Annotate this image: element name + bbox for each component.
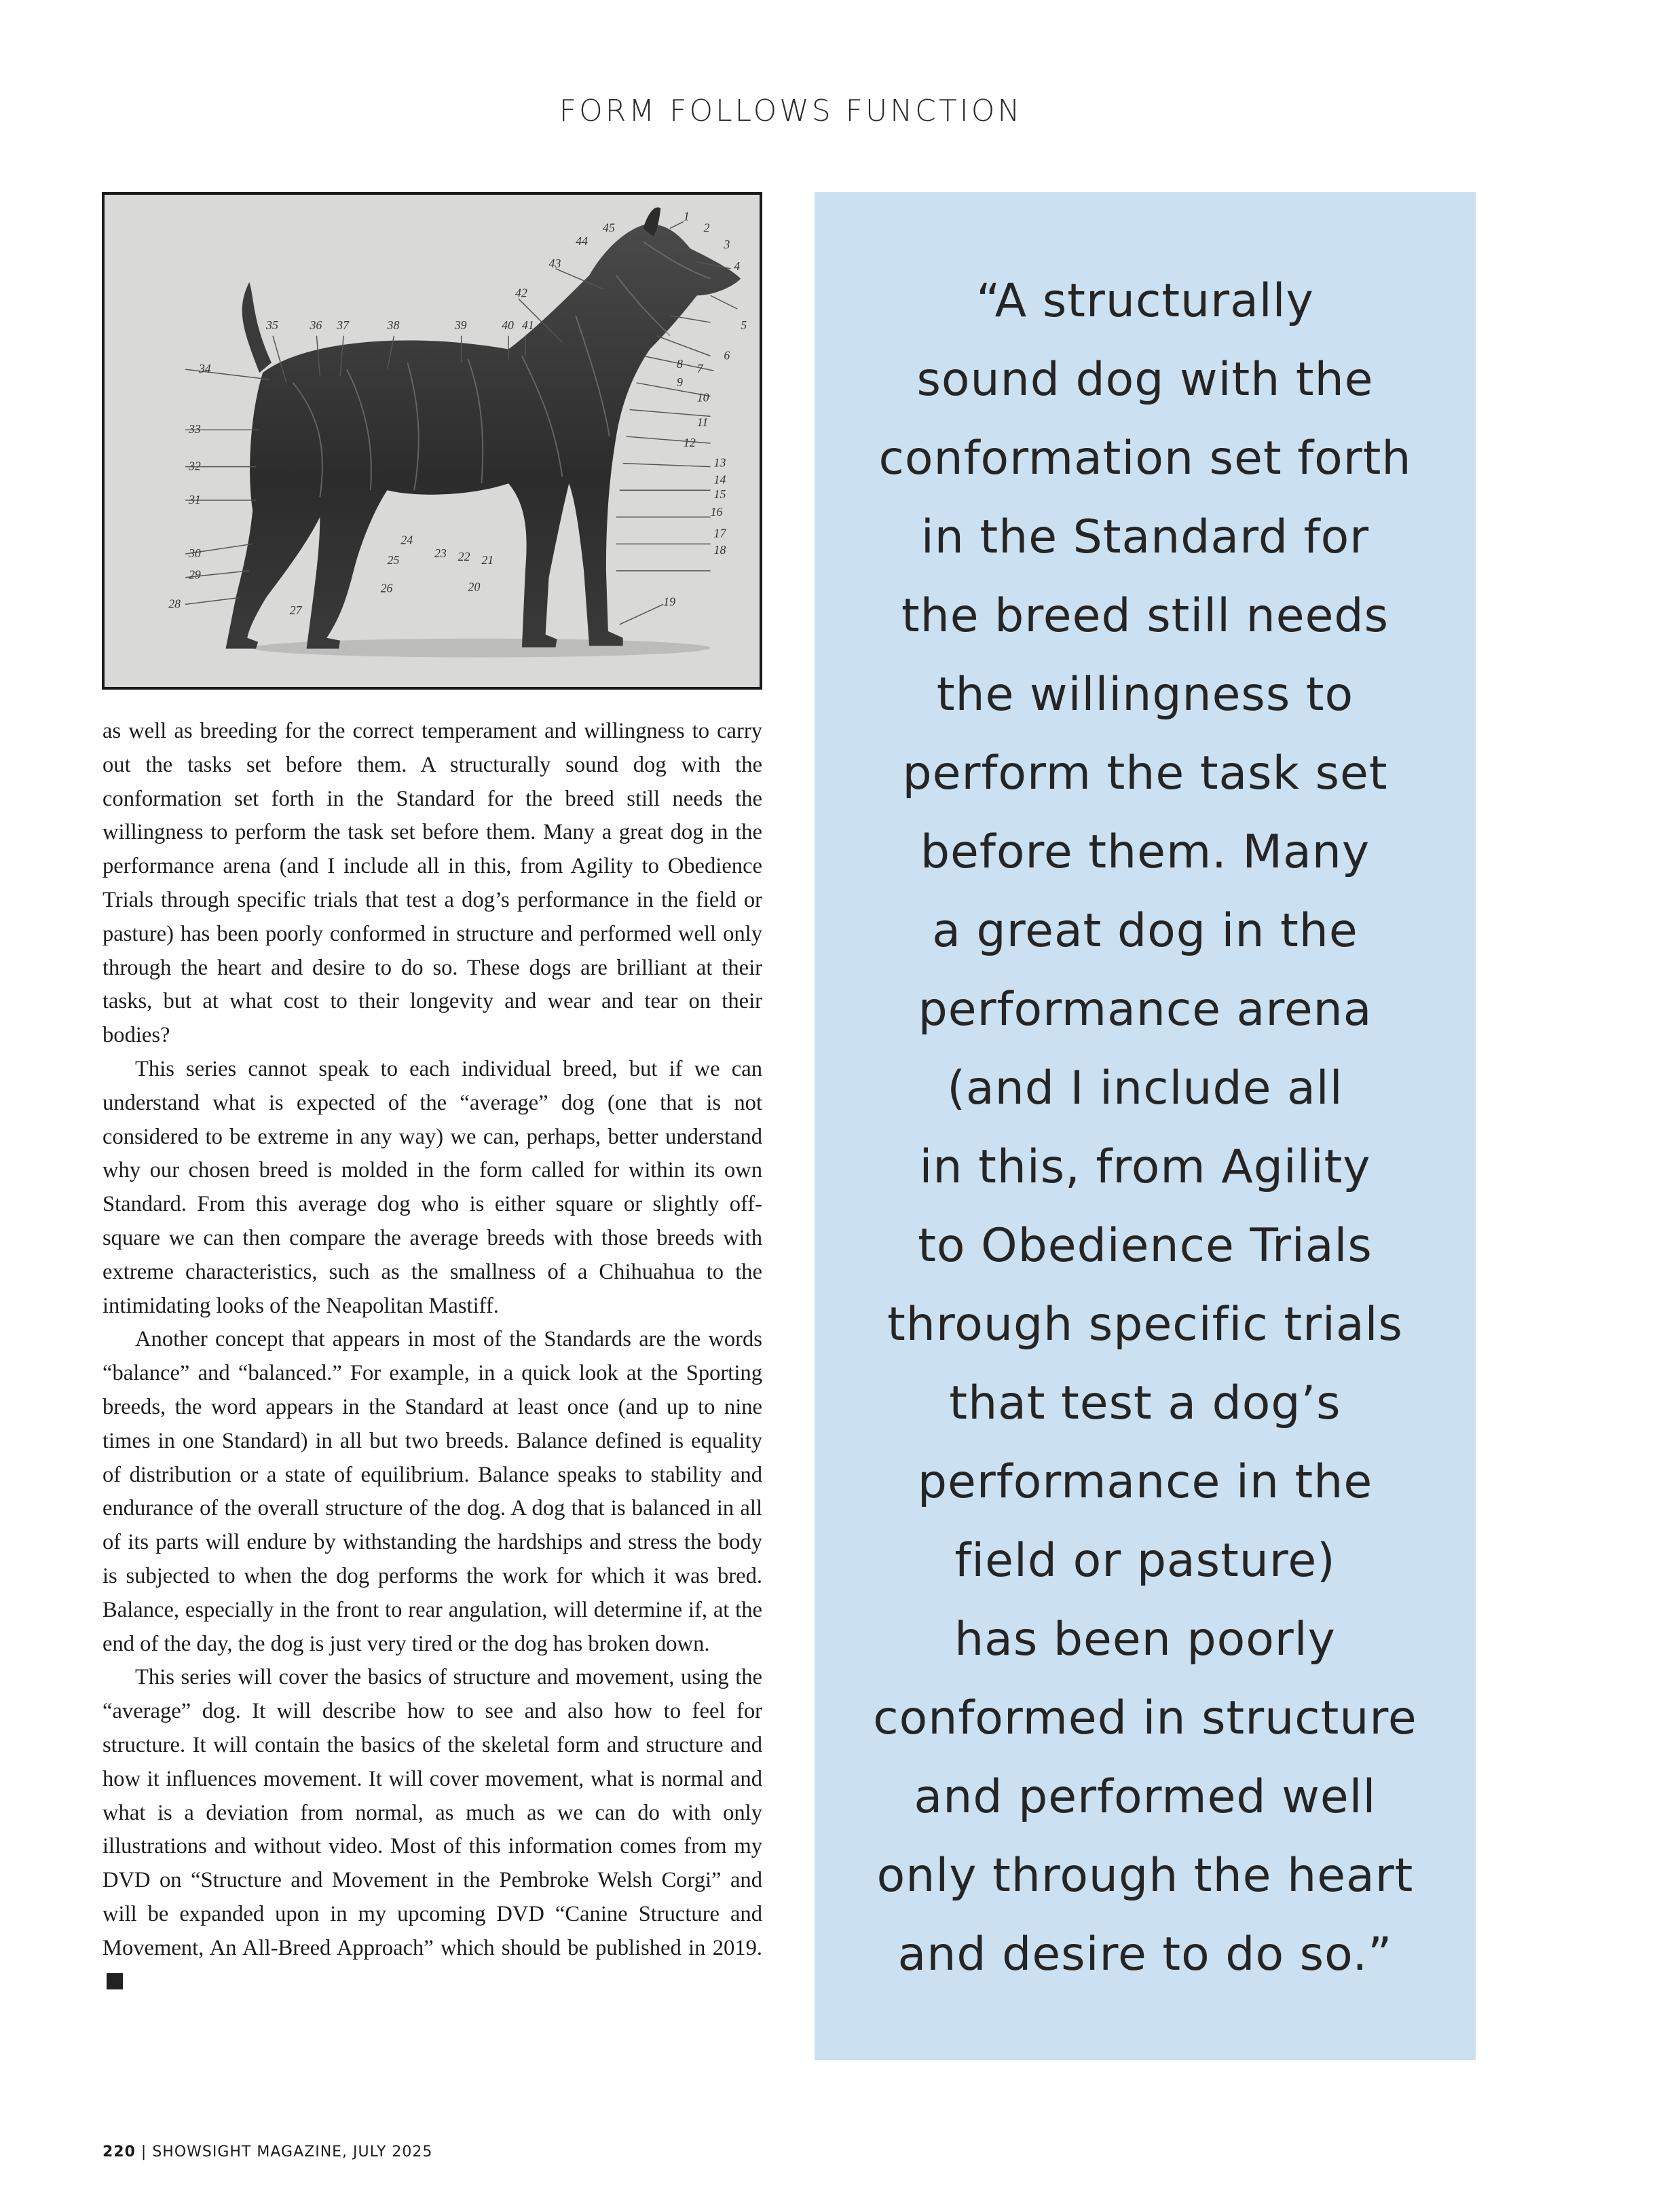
body-paragraph-text: This series will cover the basics of structure and movement, using the “average” dog. It will describe how to see and also how to feel for structure. It will contain the basics of the skeletal form and structure and how it influences movement. It will cover movement, what is normal and what is a deviation from normal, as much as we can do with only illustrations and without video. Most of this information comes from my DVD on “Structure and Movement in the Pembroke Welsh Corgi” and will be expanded upon in my upcoming DVD “Canine Structure and Movement, An All-Breed Approach” which should be published in 2019. [102,1665,762,1960]
page-header-title: FORM FOLLOWS FUNCTION [559,94,1023,128]
label-9: 9 [677,375,683,389]
label-30: 30 [188,546,201,561]
quote-line: and desire to do so.” [897,1928,1393,1981]
label-12: 12 [683,435,696,449]
label-7: 7 [696,362,703,376]
label-39: 39 [454,318,467,332]
quote-line: only through the heart [876,1849,1414,1903]
quote-line: field or pasture) [954,1534,1336,1588]
label-41: 41 [521,318,534,332]
label-4: 4 [734,259,741,273]
pull-quote-box [815,192,1476,2060]
end-mark-icon [107,1973,123,1989]
quote-line: conformation set forth [878,432,1412,485]
label-23: 23 [434,546,447,561]
publication-info: SHOWSIGHT MAGAZINE, JULY 2025 [152,2144,433,2160]
label-43: 43 [548,256,561,270]
label-1: 1 [683,209,690,223]
label-29: 29 [188,567,201,582]
label-35: 35 [266,318,278,332]
quote-line: (and I include all [947,1062,1343,1115]
quote-line: that test a dog’s [949,1377,1341,1430]
label-24: 24 [400,533,413,547]
label-38: 38 [387,318,400,332]
label-6: 6 [724,348,730,362]
label-5: 5 [741,318,747,332]
quote-line: in the Standard for [920,510,1370,564]
quote-line: sound dog with the [916,353,1374,407]
label-37: 37 [337,318,350,332]
label-18: 18 [713,543,726,557]
label-32: 32 [188,459,201,473]
body-paragraph-last [102,1661,762,1999]
label-16: 16 [710,504,723,519]
label-14: 14 [713,472,726,487]
body-paragraph: Another concept that appears in most of the Standards are the words “balance” and “balanced.” For example, in a quick look at the Sporting breeds, the word appears in the Standard at least once (and up to nine times in one Standard) in all but two breeds. Balance defined is equality of distribution or a state of equilibrium. Balance speaks to stability and endurance of the overall structure of the dog. A dog that is balanced in all of its parts will endure by withstanding the hardships and stress the body is subjected to when the dog performs the work for which it was bred. Balance, especially in the front to rear angulation, will determine if, at the end of the day, the dog is just very tired or the dog has broken down. [102,1327,762,1656]
quote-line: “A structurally [976,274,1314,328]
quote-line: before them. Many [920,825,1370,879]
label-40: 40 [502,318,514,332]
dog-muscle-anatomy-icon [105,195,760,687]
quote-line: conformed in structure [873,1691,1417,1745]
label-27: 27 [289,603,302,618]
quote-line: in this, from Agility [919,1140,1371,1194]
label-45: 45 [602,221,615,235]
label-21: 21 [481,553,494,567]
footer-separator: | [135,2144,153,2160]
label-44: 44 [576,234,589,248]
label-36: 36 [310,318,322,332]
label-3: 3 [724,238,730,252]
label-22: 22 [458,550,470,564]
body-paragraph: as well as breeding for the correct temperament and willingness to carry out the tasks set before them. A structurally sound dog with the conformation set forth in the Standard for the breed still needs the willingness to perform the task set before them. Many a great dog in the performance arena (and I include all in this, from Agility to Obedience Trials through specific trials that test a dog’s performance in the field or pasture) has been poorly conformed in structure and performed well only through the heart and desire to do so. These dogs are brilliant at their tasks, but at what cost to their longevity and wear and tear on their bodies? [102,719,762,1048]
quote-line: performance arena [918,983,1373,1036]
label-20: 20 [468,580,481,594]
label-42: 42 [515,286,527,300]
label-34: 34 [198,362,211,376]
label-28: 28 [168,597,181,611]
quote-line: performance in the [917,1455,1373,1509]
quote-line: perform the task set [902,747,1388,800]
label-25: 25 [387,553,400,567]
label-19: 19 [663,595,676,609]
label-13: 13 [713,455,726,470]
label-2: 2 [703,221,710,235]
dog-anatomy-figure [102,192,762,690]
article-body [102,715,762,1999]
quote-line: the willingness to [936,668,1354,722]
label-11: 11 [696,415,709,430]
body-paragraph: This series cannot speak to each individual breed, but if we can understand what is expected of the “average” dog (one that is not considered to be extreme in any way) we can, perhaps, better understand why our chosen breed is molded in the form called for within its own Standard. From this average dog who is either square or slightly off-square we can then compare the average breeds with those breeds with extreme characteristics, such as the smallness of a Chihuahua to the intimidating looks of the Neapolitan Mastiff. [102,1056,762,1318]
page-footer [102,2144,432,2160]
label-15: 15 [713,487,726,502]
quote-line: a great dog in the [932,904,1358,958]
label-17: 17 [713,526,726,540]
label-31: 31 [188,493,201,506]
quote-line: the breed still needs [901,589,1389,643]
quote-line: to Obedience Trials [918,1219,1373,1273]
pull-quote [842,262,1449,1994]
label-26: 26 [380,581,393,595]
page-number: 220 [102,2144,136,2160]
label-8: 8 [677,357,683,371]
label-33: 33 [188,422,201,436]
quote-line: through specific trials [887,1298,1403,1351]
quote-line: and performed well [914,1770,1377,1824]
label-10: 10 [696,390,709,405]
quote-line: has been poorly [954,1613,1336,1666]
